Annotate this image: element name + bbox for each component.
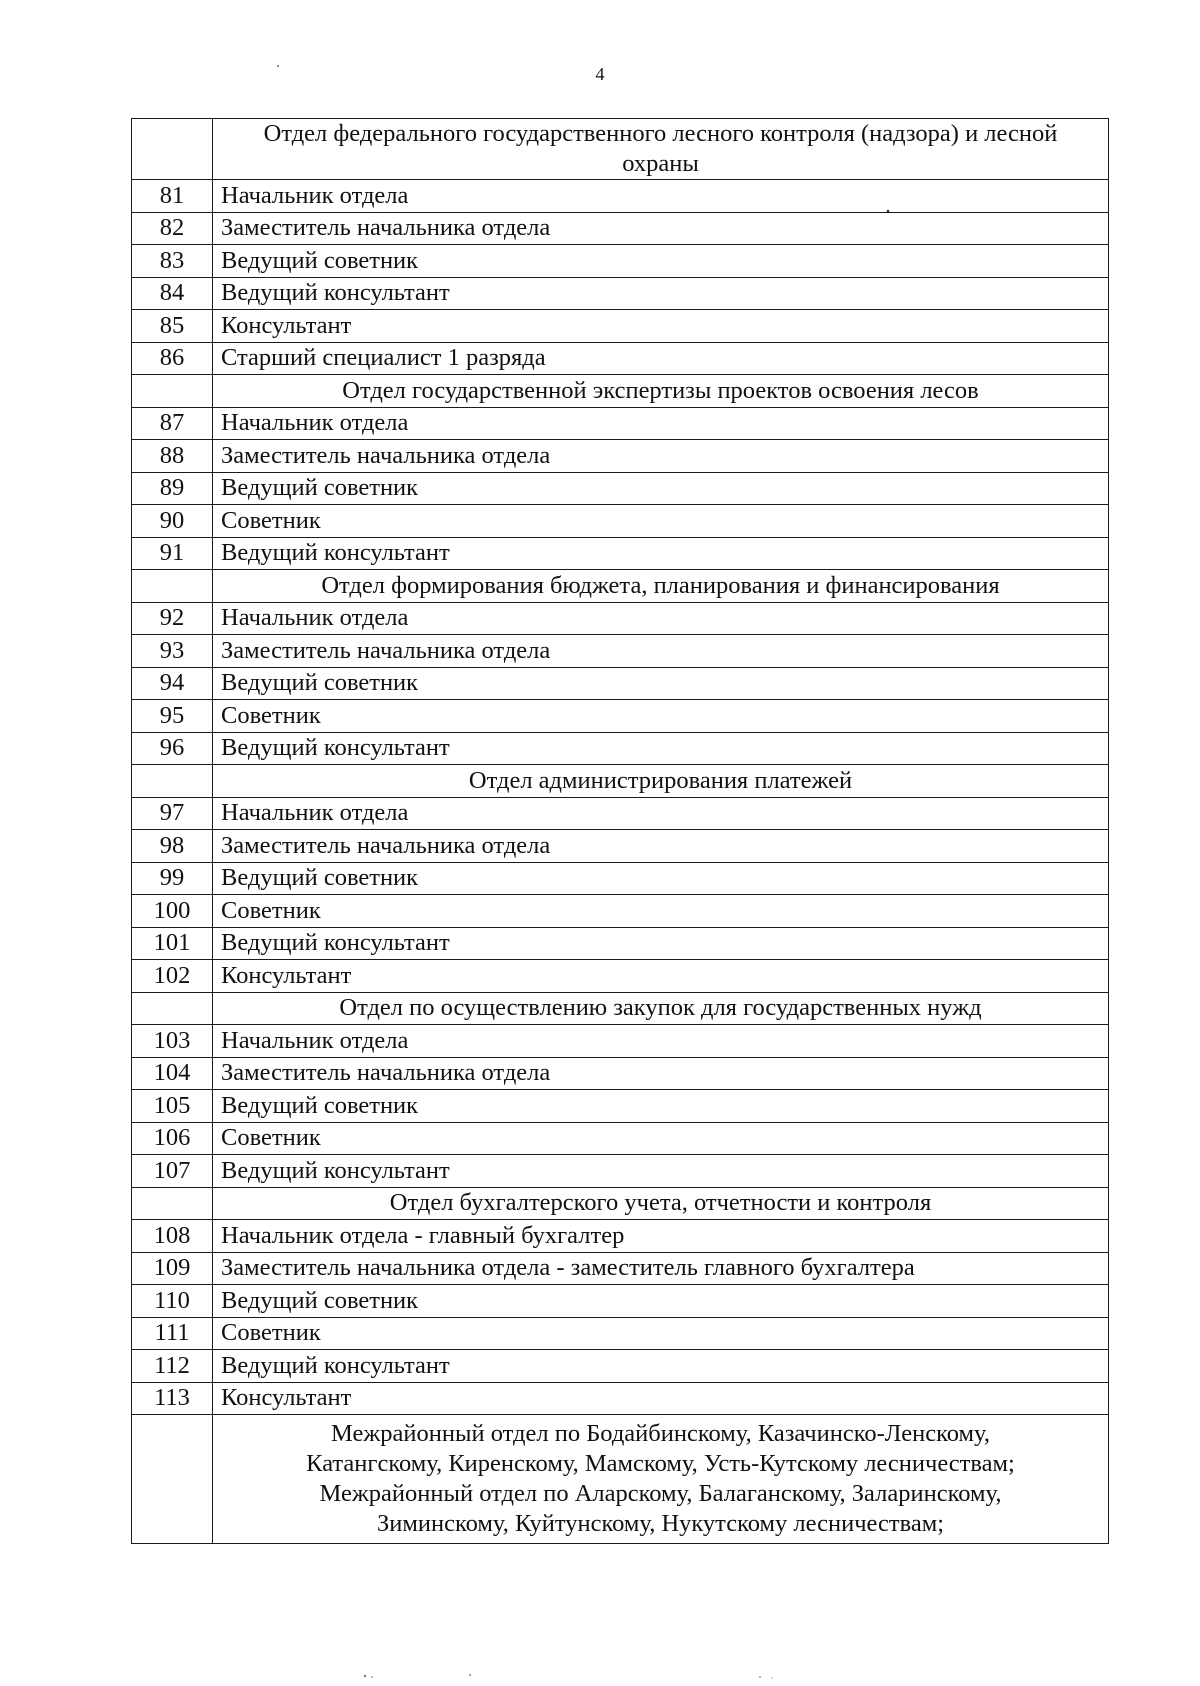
position-row: [132, 277, 1109, 310]
position-row: [132, 895, 1109, 928]
position-number: 103: [132, 1025, 213, 1058]
position-row: [132, 407, 1109, 440]
position-number: 105: [132, 1090, 213, 1123]
position-row: [132, 797, 1109, 830]
position-title: Ведущий советник: [213, 862, 1109, 895]
position-row: [132, 1317, 1109, 1350]
section-title-line: Межрайонный отдел по Бодайбинскому, Казачинско-Ленскому,: [331, 1420, 990, 1447]
position-row: [132, 700, 1109, 733]
position-title: Ведущий консультант: [213, 732, 1109, 765]
page-number: 4: [595, 64, 605, 84]
position-title: Ведущий консультант: [213, 277, 1109, 310]
position-title: Консультант: [213, 310, 1109, 343]
position-title: Начальник отдела: [213, 797, 1109, 830]
position-title: Ведущий консультант: [213, 1350, 1109, 1383]
section-title: Отдел формирования бюджета, планирования и финансирования: [213, 570, 1109, 603]
empty-number-cell: [132, 1415, 213, 1544]
position-row: [132, 1122, 1109, 1155]
position-title: Ведущий советник: [213, 472, 1109, 505]
position-row: [132, 1382, 1109, 1415]
position-row: [132, 1155, 1109, 1188]
staff-positions-table: [131, 118, 1109, 1544]
section-header-row: [132, 375, 1109, 408]
position-number: 107: [132, 1155, 213, 1188]
position-title: Ведущий советник: [213, 245, 1109, 278]
position-title: Начальник отдела: [213, 180, 1109, 213]
position-number: 89: [132, 472, 213, 505]
position-title: Заместитель начальника отдела: [213, 440, 1109, 473]
section-title-line: Межрайонный отдел по Аларскому, Балаганскому, Заларинскому,: [319, 1480, 1002, 1507]
position-row: [132, 602, 1109, 635]
position-row: [132, 1057, 1109, 1090]
position-title: Ведущий советник: [213, 1285, 1109, 1318]
position-number: 87: [132, 407, 213, 440]
table-body: [132, 119, 1109, 1544]
section-header-row: [132, 765, 1109, 798]
section-title: [213, 1415, 1109, 1544]
position-title: Ведущий консультант: [213, 537, 1109, 570]
empty-number-cell: [132, 119, 213, 180]
position-number: 96: [132, 732, 213, 765]
position-number: 99: [132, 862, 213, 895]
position-row: [132, 732, 1109, 765]
position-row: [132, 960, 1109, 993]
position-title: Советник: [213, 895, 1109, 928]
section-header-row: [132, 992, 1109, 1025]
position-row: [132, 862, 1109, 895]
position-number: 82: [132, 212, 213, 245]
position-row: [132, 180, 1109, 213]
position-number: 95: [132, 700, 213, 733]
position-row: [132, 245, 1109, 278]
position-number: 100: [132, 895, 213, 928]
position-row: [132, 830, 1109, 863]
position-number: 109: [132, 1252, 213, 1285]
position-number: 84: [132, 277, 213, 310]
section-title: Отдел государственной экспертизы проектов освоения лесов: [213, 375, 1109, 408]
position-row: [132, 1285, 1109, 1318]
position-number: 110: [132, 1285, 213, 1318]
position-number: 97: [132, 797, 213, 830]
position-row: [132, 927, 1109, 960]
position-title: Заместитель начальника отдела - заместитель главного бухгалтера: [213, 1252, 1109, 1285]
section-title-line: Зиминскому, Куйтунскому, Нукутскому лесничествам;: [376, 1510, 945, 1537]
position-title: Начальник отдела - главный бухгалтер: [213, 1220, 1109, 1253]
position-number: 106: [132, 1122, 213, 1155]
position-row: [132, 635, 1109, 668]
position-row: [132, 1350, 1109, 1383]
empty-number-cell: [132, 992, 213, 1025]
position-number: 94: [132, 667, 213, 700]
position-number: 85: [132, 310, 213, 343]
position-number: 86: [132, 342, 213, 375]
position-number: 88: [132, 440, 213, 473]
position-title: Ведущий советник: [213, 667, 1109, 700]
position-number: 90: [132, 505, 213, 538]
section-header-row: [132, 1187, 1109, 1220]
position-number: 83: [132, 245, 213, 278]
empty-number-cell: [132, 1187, 213, 1220]
position-row: [132, 505, 1109, 538]
position-title: Заместитель начальника отдела: [213, 1057, 1109, 1090]
position-row: [132, 472, 1109, 505]
position-row: [132, 667, 1109, 700]
position-row: [132, 212, 1109, 245]
position-number: 101: [132, 927, 213, 960]
position-number: 108: [132, 1220, 213, 1253]
position-number: 102: [132, 960, 213, 993]
section-title-line: Катангскому, Киренскому, Мамскому, Усть-Кутскому лесничествам;: [306, 1450, 1015, 1477]
section-header-row: [132, 570, 1109, 603]
position-title: Консультант: [213, 1382, 1109, 1415]
position-number: 98: [132, 830, 213, 863]
position-title: Начальник отдела: [213, 602, 1109, 635]
section-header-row: [132, 119, 1109, 180]
position-number: 104: [132, 1057, 213, 1090]
section-title: Отдел администрирования платежей: [213, 765, 1109, 798]
position-number: 112: [132, 1350, 213, 1383]
position-row: [132, 342, 1109, 375]
position-row: [132, 537, 1109, 570]
position-title: Консультант: [213, 960, 1109, 993]
position-title: Заместитель начальника отдела: [213, 635, 1109, 668]
position-title: Заместитель начальника отдела: [213, 830, 1109, 863]
section-title: Отдел по осуществлению закупок для государственных нужд: [213, 992, 1109, 1025]
position-row: [132, 1220, 1109, 1253]
position-row: [132, 1025, 1109, 1058]
section-title: Отдел бухгалтерского учета, отчетности и контроля: [213, 1187, 1109, 1220]
position-title: Советник: [213, 505, 1109, 538]
position-row: [132, 310, 1109, 343]
position-title: Советник: [213, 700, 1109, 733]
position-title: Советник: [213, 1122, 1109, 1155]
position-title: Ведущий советник: [213, 1090, 1109, 1123]
empty-number-cell: [132, 375, 213, 408]
position-title: Старший специалист 1 разряда: [213, 342, 1109, 375]
position-title: Ведущий консультант: [213, 1155, 1109, 1188]
position-number: 91: [132, 537, 213, 570]
position-number: 92: [132, 602, 213, 635]
position-row: [132, 1090, 1109, 1123]
position-number: 111: [132, 1317, 213, 1350]
position-title: Ведущий консультант: [213, 927, 1109, 960]
position-title: Начальник отдела: [213, 1025, 1109, 1058]
position-title: Начальник отдела: [213, 407, 1109, 440]
position-title: Заместитель начальника отдела: [213, 212, 1109, 245]
position-row: [132, 440, 1109, 473]
empty-number-cell: [132, 570, 213, 603]
section-header-row: [132, 1415, 1109, 1544]
position-number: 81: [132, 180, 213, 213]
section-title: Отдел федерального государственного лесного контроля (надзора) и лесной охраны: [213, 119, 1109, 180]
position-number: 93: [132, 635, 213, 668]
position-row: [132, 1252, 1109, 1285]
empty-number-cell: [132, 765, 213, 798]
position-number: 113: [132, 1382, 213, 1415]
position-title: Советник: [213, 1317, 1109, 1350]
